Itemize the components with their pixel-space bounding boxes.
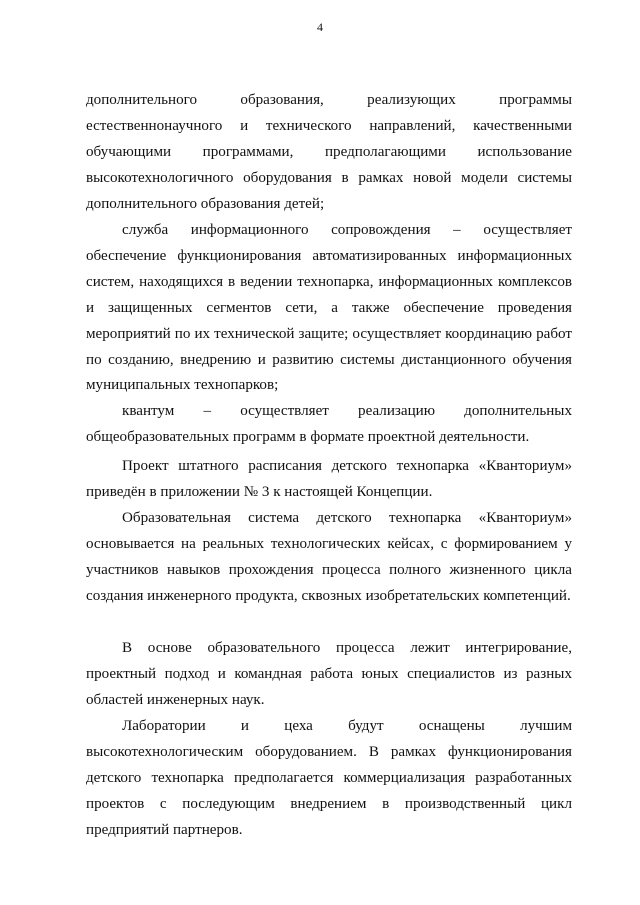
- text-block-laboratories: [86, 714, 572, 844]
- paragraph-education-system: Образовательная система детского технопарка «Кванториум» основывается на реальных технологических кейсах, с формированием у участников навыков прохождения процесса полного жизненного цикла создания инженерного продукта, сквозных изобретательских компетенций.: [86, 510, 572, 604]
- text-block-continued-list: [86, 88, 572, 218]
- paragraph-additional-education-continuation: дополнительного образования, реализующих программы естественнонаучного и технического направлений, качественными обучающими программами, предполагающими использование высокотехнологичного оборудования в рамках новой модели системы дополнительного образования детей;: [86, 92, 572, 212]
- paragraph-education-process: В основе образовательного процесса лежит интегрирование, проектный подход и командная работа юных специалистов из разных областей инженерных наук.: [86, 640, 572, 708]
- text-block-info-support: [86, 218, 572, 399]
- paragraph-quantum: квантум – осуществляет реализацию дополнительных общеобразовательных программ в формате проектной деятельности.: [86, 403, 572, 445]
- paragraph-laboratories: Лаборатории и цеха будут оснащены лучшим высокотехнологическим оборудованием. В рамках функционирования детского технопарка предполагается коммерциализация разработанных проектов с последующим внедрением в производственный цикл предприятий партнеров.: [86, 718, 572, 838]
- text-block-education-system: [86, 506, 572, 610]
- paragraph-information-support-service: служба информационного сопровождения – осуществляет обеспечение функционирования автоматизированных информационных систем, находящихся в ведении технопарка, информационных комплексов и защищенных сегментов сети, а также обеспечение проведения мероприятий по их технической защите; осуществляет координацию работ по созданию, внедрению и развитию системы дистанционного обучения муниципальных технопарков;: [86, 222, 572, 394]
- text-block-staff-schedule: [86, 454, 572, 506]
- text-block-quantum: [86, 399, 572, 451]
- paragraph-staff-schedule: Проект штатного расписания детского технопарка «Кванториум» приведён в приложении № 3 к настоящей Концепции.: [86, 458, 572, 500]
- page-number: 4: [317, 20, 323, 34]
- text-block-education-process: [86, 636, 572, 714]
